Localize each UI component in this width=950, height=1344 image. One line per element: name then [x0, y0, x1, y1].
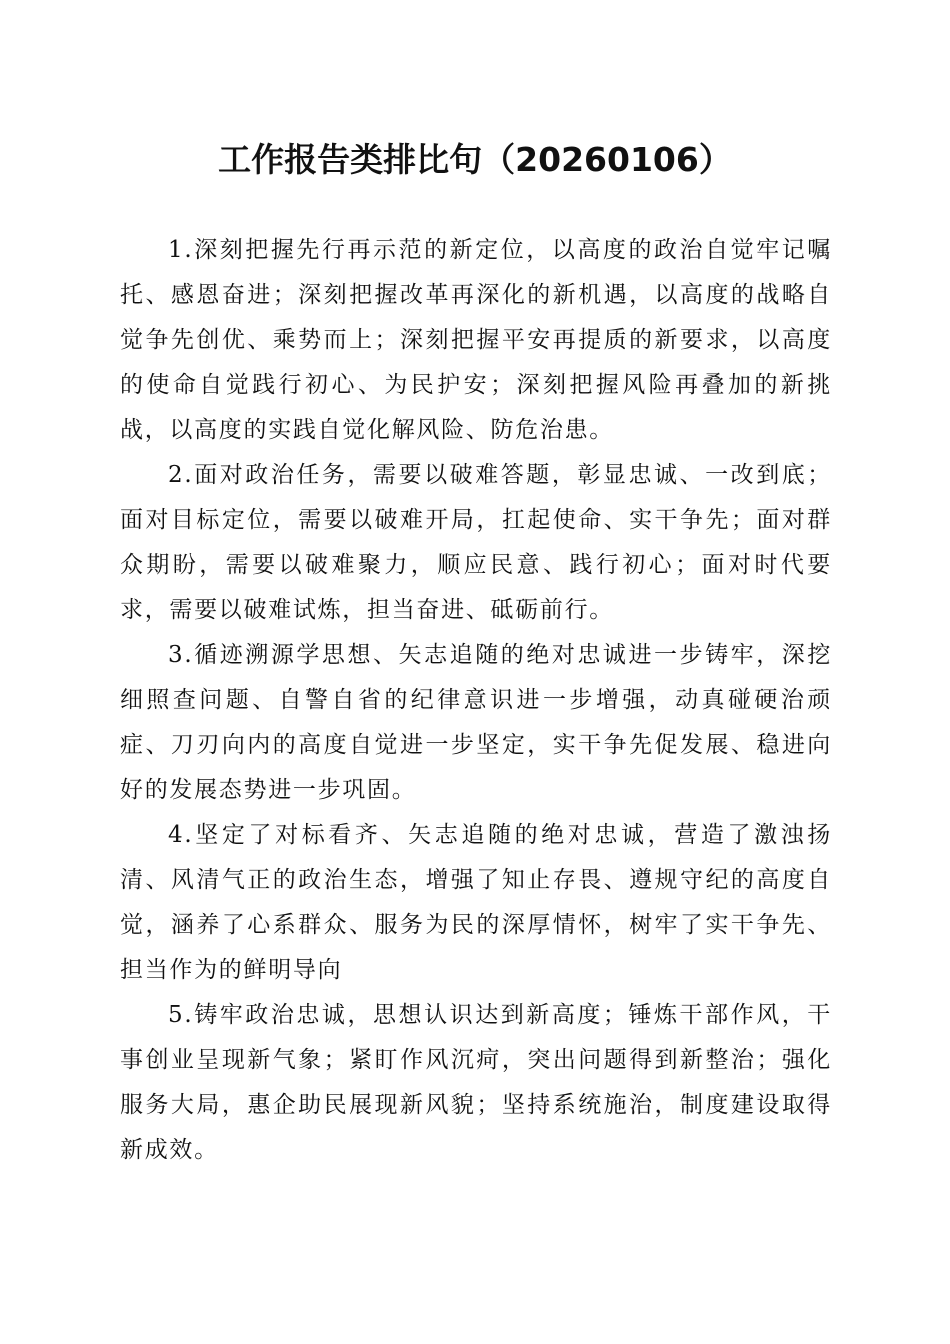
paragraph-4: 4.坚定了对标看齐、矢志追随的绝对忠诚，营造了激浊扬清、风清气正的政治生态，增强了知止存畏、遵规守纪的高度自觉，涵养了心系群众、服务为民的深厚情怀，树牢了实干争先、担当作为的鲜明导向: [120, 822, 832, 983]
paragraph-3: 3.循迹溯源学思想、矢志追随的绝对忠诚进一步铸牢，深挖细照查问题、自警自省的纪律意识进一步增强，动真碰硬治顽症、刀刃向内的高度自觉进一步坚定，实干争先促发展、稳进向好的发展态势进一步巩固。: [120, 642, 832, 803]
paragraph-2: 2.面对政治任务，需要以破难答题，彰显忠诚、一改到底；面对目标定位，需要以破难开局，扛起使命、实干争先；面对群众期盼，需要以破难聚力，顺应民意、践行初心；面对时代要求，需要以破难试炼，担当奋进、砥砺前行。: [120, 462, 832, 623]
document-body: [120, 228, 832, 1173]
document-title: 工作报告类排比句（20260106）: [218, 140, 732, 179]
paragraph-1: 1.深刻把握先行再示范的新定位，以高度的政治自觉牢记嘱托、感恩奋进；深刻把握改革再深化的新机遇，以高度的战略自觉争先创优、乘势而上；深刻把握平安再提质的新要求，以高度的使命自觉践行初心、为民护安；深刻把握风险再叠加的新挑战，以高度的实践自觉化解风险、防危治患。: [120, 237, 832, 443]
paragraph-5: 5.铸牢政治忠诚，思想认识达到新高度；锤炼干部作风，干事创业呈现新气象；紧盯作风沉疴，突出问题得到新整治；强化服务大局，惠企助民展现新风貌；坚持系统施治，制度建设取得新成效。: [120, 1002, 832, 1163]
